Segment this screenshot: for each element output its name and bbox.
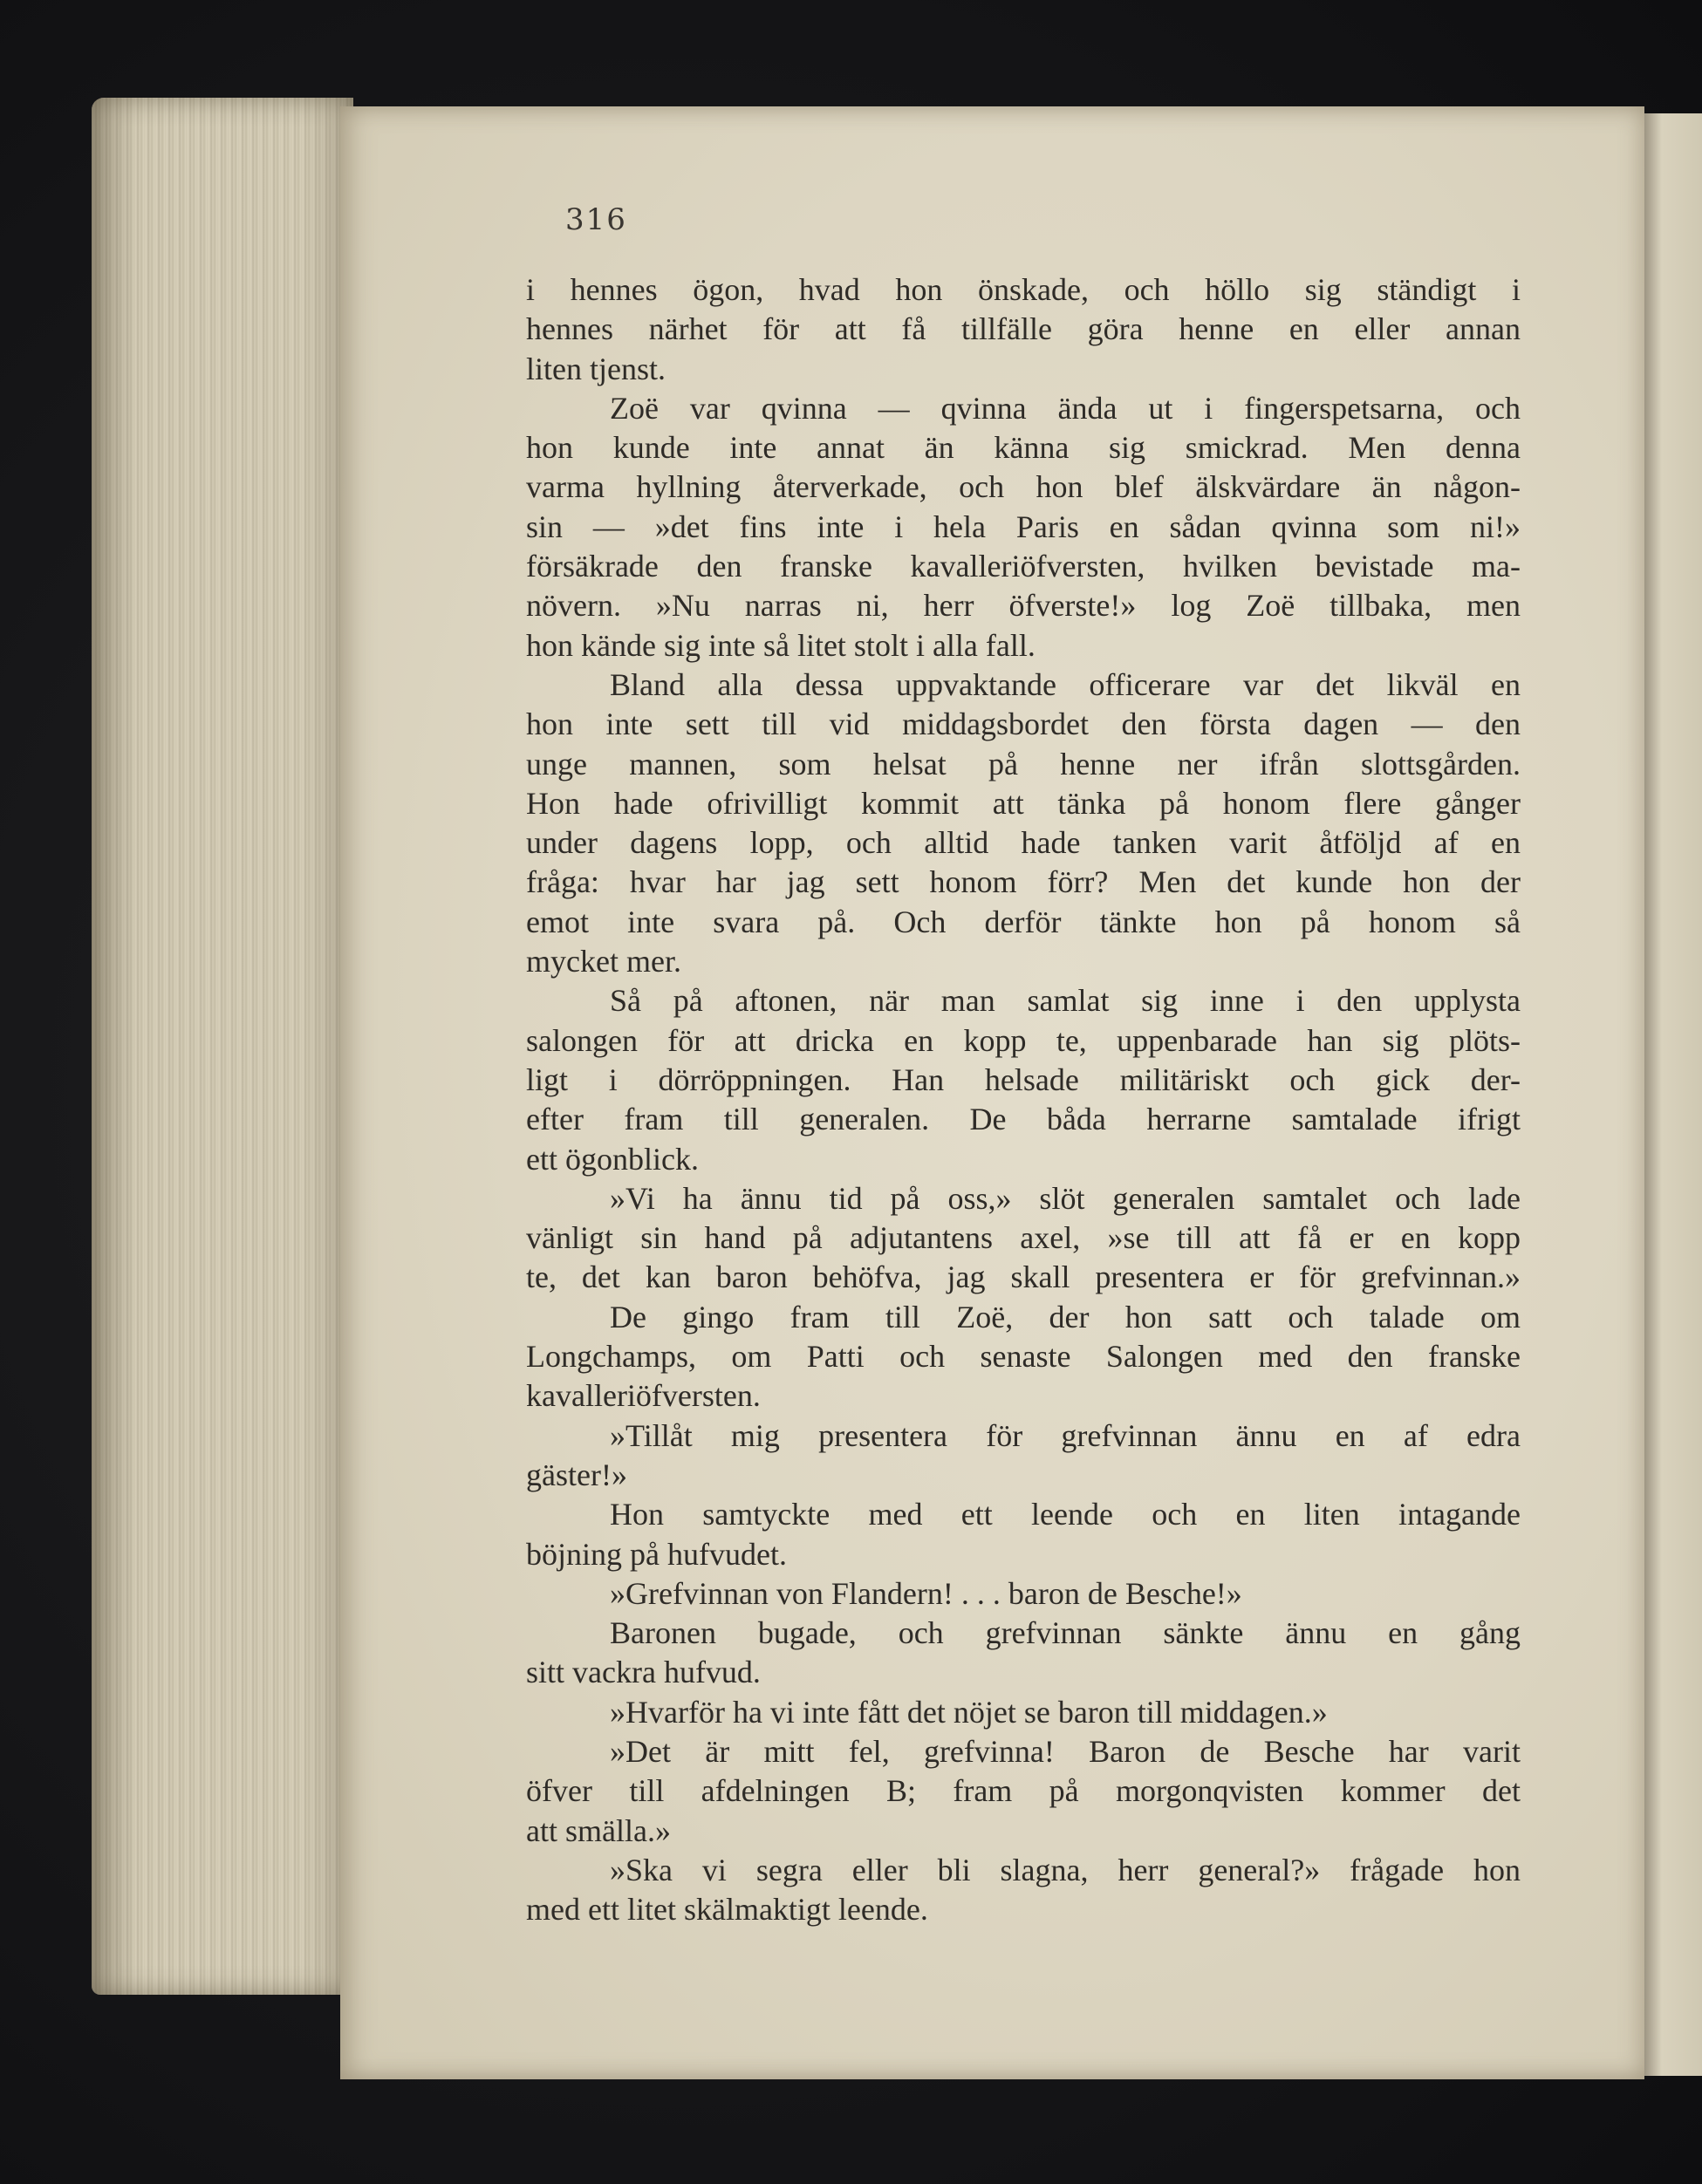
text-line: salongen för att dricka en kopp te, uppenbarade han sig plöts- — [526, 1022, 1521, 1058]
text-line: varma hyllning återverkade, och hon blef älskvärdare än någon- — [526, 469, 1521, 505]
text-line: »Det är mitt fel, grefvinna! Baron de Besche har varit — [610, 1733, 1521, 1769]
text-line: hon kunde inte annat än känna sig smickrad. Men denna — [526, 430, 1521, 466]
text-line: Hon samtyckte med ett leende och en liten intagande — [610, 1497, 1521, 1532]
text-line: unge mannen, som helsat på henne ner ifrån slottsgården. — [526, 746, 1521, 781]
text-line: »Tillåt mig presentera för grefvinnan ännu en af edra — [610, 1417, 1521, 1453]
text-line: Baronen bugade, och grefvinnan sänkte ännu en gång — [610, 1615, 1521, 1651]
text-line: fråga: hvar har jag sett honom förr? Men det kunde hon der — [526, 864, 1521, 900]
text-line: De gingo fram till Zoë, der hon satt och talade om — [610, 1299, 1521, 1334]
text-line: Zoë var qvinna — qvinna ända ut i fingerspetsarna, och — [610, 390, 1521, 426]
book-page-edges — [92, 98, 353, 1995]
text-line: liten tjenst. — [526, 351, 666, 386]
text-line: med ett litet skälmaktigt leende. — [526, 1892, 928, 1928]
text-line: öfver till afdelningen B; fram på morgonqvisten kommer det — [526, 1773, 1521, 1809]
text-line: mycket mer. — [526, 944, 681, 979]
text-line: hon kände sig inte så litet stolt i alla fall. — [526, 627, 1036, 663]
text-line: gäster!» — [526, 1457, 627, 1492]
text-line: Bland alla dessa uppvaktande officerare var det likväl en — [610, 666, 1521, 702]
text-line: növern. »Nu narras ni, herr öfverste!» log Zoë tillbaka, men — [526, 588, 1521, 624]
text-line: försäkrade den franske kavalleriöfversten, hvilken bevistade ma- — [526, 549, 1521, 584]
text-line: hennes närhet för att få tillfälle göra henne en eller annan — [526, 311, 1521, 347]
text-line: »Vi ha ännu tid på oss,» slöt generalen samtalet och lade — [610, 1180, 1521, 1216]
facing-page-edge — [1644, 113, 1702, 2076]
text-line: kavalleriöfversten. — [526, 1378, 761, 1414]
text-line: under dagens lopp, och alltid hade tanken varit åtföljd af en — [526, 825, 1521, 861]
text-line: hon inte sett till vid middagsbordet den första dagen — den — [526, 706, 1521, 742]
text-line: ligt i dörröppningen. Han helsade militäriskt och gick der- — [526, 1061, 1521, 1097]
text-line: Longchamps, om Patti och senaste Salongen med den franske — [526, 1339, 1521, 1375]
text-line: efter fram till generalen. De båda herrarne samtalade ifrigt — [526, 1102, 1521, 1137]
text-line: te, det kan baron behöfva, jag skall presentera er för grefvinnan.» — [526, 1259, 1521, 1295]
text-line: böjning på hufvudet. — [526, 1536, 787, 1572]
body-text — [526, 270, 1521, 1929]
page-number: 316 — [565, 202, 627, 237]
text-line: Hon hade ofrivilligt kommit att tänka på honom flere gånger — [526, 785, 1521, 821]
text-line: sitt vackra hufvud. — [526, 1655, 761, 1690]
text-line: i hennes ögon, hvad hon önskade, och höllo sig ständigt i — [526, 272, 1521, 307]
text-line: Så på aftonen, när man samlat sig inne i den upplysta — [610, 983, 1521, 1019]
text-line: ett ögonblick. — [526, 1141, 699, 1177]
text-line: »Grefvinnan von Flandern! . . . baron de Besche!» — [610, 1575, 1242, 1611]
text-line: vänligt sin hand på adjutantens axel, »se till att få er en kopp — [526, 1220, 1521, 1256]
text-line: att smälla.» — [526, 1812, 671, 1848]
text-line: emot inte svara på. Och derför tänkte hon på honom så — [526, 904, 1521, 939]
text-line: »Hvarför ha vi inte fått det nöjet se baron till middagen.» — [610, 1694, 1328, 1730]
text-line: sin — »det fins inte i hela Paris en sådan qvinna som ni!» — [526, 508, 1521, 544]
text-line: »Ska vi segra eller bli slagna, herr general?» frågade hon — [610, 1852, 1521, 1887]
